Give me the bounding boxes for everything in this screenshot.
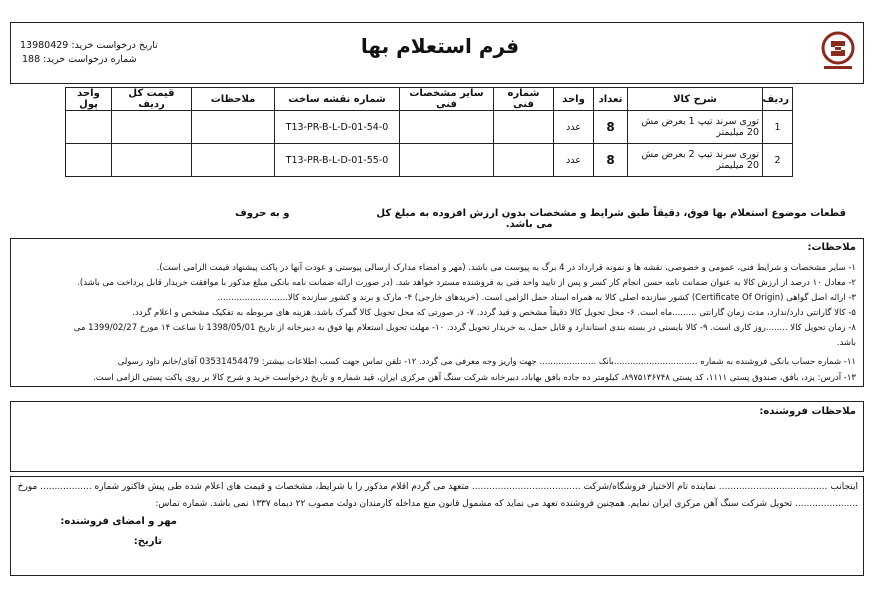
note-item: باشد. bbox=[836, 338, 856, 348]
request-number bbox=[22, 54, 137, 65]
statement-end: می باشد. bbox=[505, 219, 553, 230]
cell-row-no: 1 bbox=[763, 111, 793, 144]
request-date-value: 13980429 bbox=[20, 40, 69, 51]
items-table bbox=[65, 87, 793, 177]
col-header-unit: واحد bbox=[554, 88, 594, 111]
cell-other-specs bbox=[400, 111, 494, 144]
signature-date-label: تاریخ: bbox=[133, 536, 162, 547]
col-header-remarks: ملاحظات bbox=[192, 88, 275, 111]
col-header-description: شرح کالا bbox=[628, 88, 763, 111]
cell-remarks bbox=[192, 111, 275, 144]
total-amount-statement bbox=[26, 208, 846, 230]
request-date-label: تاریخ درخواست خرید: bbox=[71, 40, 158, 51]
company-logo bbox=[818, 28, 858, 74]
request-date bbox=[20, 40, 158, 51]
note-item: ۱۱- شماره حساب بانکی فروشنده به شماره ...............................بانک ..................... جهت واریز وجه معرفی می گردد. ۱۲- تلفن تماس جهت کسب اطلاعات بیشتر: 03531454479 آقای/خانم داود رسولی bbox=[117, 357, 856, 367]
total-amount-text: قطعات موضوع استعلام بها فوق، دقیقاً طبق شرایط و مشخصات بدون ارزش افزوده به مبلغ کل bbox=[376, 208, 846, 219]
cell-currency bbox=[66, 144, 112, 177]
request-number-value: 188 bbox=[22, 54, 41, 65]
table-header-row bbox=[66, 88, 793, 111]
cell-description: توری سرند تیپ 1 بعرض مش 20 میلیمتر bbox=[628, 111, 763, 144]
note-item: ۱۳- آدرس: یزد، بافق، صندوق پستی ۱۱۱۱، کد پستی ۸۹۷۵۱۳۶۷۴۸، کیلومتر ده جاده بافق بهاباد، دبیرخانه شرکت سنگ آهن مرکزی ایران، قید شماره و تاریخ درخواست خرید و شرح کالا بر روی پاکت پستی الزامی است. bbox=[93, 373, 856, 383]
note-item: ۸- زمان تحویل کالا ........روز کاری است. ۹- کالا بایستی در بسته بندی استاندارد و قابل حمل، به خریدار تحویل گردد. ۱۰- مهلت تحویل استعلام بها فوق به دبیرخانه از تاریخ 1398/05/01 تا ساعت ۱۴ مورخ 1399/02/27 می bbox=[73, 323, 856, 333]
note-item: ۳- ارائه اصل گواهی (Certificate Of Origin) کشور سازنده اصلی کالا به همراه اسناد حمل الزامی است. (خریدهای خارجی) ۴- مارک و برند و کشور سازنده کالا.......................... bbox=[217, 293, 856, 303]
cell-drawing-no: T13-PR-B-L-D-01-55-0 bbox=[275, 144, 400, 177]
cell-total-price bbox=[112, 111, 192, 144]
note-item: ۵- کالا گارانتی دارد/ندارد، مدت زمان گارانتی .........ماه است. ۶- محل تحویل کالا دقیقاً مشخص و قید گردد. ۷- در صورتی که محل تحویل کالا گمرک باشد، هزینه های مربوطه به تفکیک مشخص و اعلام گردد. bbox=[132, 308, 856, 318]
col-header-quantity: تعداد bbox=[594, 88, 628, 111]
amount-in-words-label: و به حروف bbox=[235, 208, 290, 219]
cell-quantity: 8 bbox=[594, 144, 628, 177]
col-header-drawing-no: شماره نقشه ساخت bbox=[275, 88, 400, 111]
form-title: فرم استعلام بها bbox=[360, 34, 520, 58]
note-item: ۲- معادل ۱۰ درصد از ارزش کالا به عنوان ضمانت نامه حسن انجام کار کسر و پس از تایید واحد فنی به فروشنده مسترد خواهد شد. (در صورت ارائه ضمانت نامه بانکی مبلغ مذکور با موافقت خریدار قابل پرداخت می باشد). bbox=[77, 278, 856, 288]
note-item: ۱- سایر مشخصات و شرایط فنی، عمومی و خصوصی، نقشه ها و نمونه قرارداد در 4 برگ به پیوست می باشد. (مهر و امضاء مدارک ارسالی پیوستی و عودت آنها در پاکت پیشنهاد قیمت الزامی است). bbox=[156, 263, 856, 273]
seller-stamp-signature-label: مهر و امضای فروشنده: bbox=[60, 516, 177, 527]
notes-title: ملاحظات: bbox=[807, 242, 856, 253]
cell-other-specs bbox=[400, 144, 494, 177]
cell-remarks bbox=[192, 144, 275, 177]
seller-remarks-title: ملاحظات فروشنده: bbox=[759, 406, 856, 417]
cell-currency bbox=[66, 111, 112, 144]
commitment-line-1: اینجانب ...................................... نماینده تام الاختیار فروشگاه/شرکت ...................................... متعهد می گردم اقلام مذکور را با شرایط، مشخصات و قیمت های اعلام شده طی پیش فاکتور شماره .................. مورخ bbox=[17, 482, 858, 492]
cell-description: توری سرند تیپ 2 بعرض مش 20 میلیمتر bbox=[628, 144, 763, 177]
cell-tech-no bbox=[494, 144, 554, 177]
col-header-row-no: ردیف bbox=[763, 88, 793, 111]
col-header-currency: واحد پول bbox=[66, 88, 112, 111]
table-row bbox=[66, 144, 793, 177]
table-row bbox=[66, 111, 793, 144]
cell-unit: عدد bbox=[554, 144, 594, 177]
cell-unit: عدد bbox=[554, 111, 594, 144]
col-header-other-specs: سایر مشخصات فنی bbox=[400, 88, 494, 111]
request-number-label: شماره درخواست خرید: bbox=[43, 54, 137, 65]
cell-row-no: 2 bbox=[763, 144, 793, 177]
col-header-tech-no: شماره فنی bbox=[494, 88, 554, 111]
cell-drawing-no: T13-PR-B-L-D-01-54-0 bbox=[275, 111, 400, 144]
cell-quantity: 8 bbox=[594, 111, 628, 144]
commitment-line-2: ...................... تحویل شرکت سنگ آهن مرکزی ایران نمایم. همچنین فروشنده تعهد می نماید که مشمول قانون منع مداخله کارمندان دولت مصوب ۲۲ دیماه ۱۳۳۷ نمی باشد. شماره تماس: bbox=[155, 499, 858, 509]
cell-tech-no bbox=[494, 111, 554, 144]
col-header-total-price: قیمت کل ردیف bbox=[112, 88, 192, 111]
cell-total-price bbox=[112, 144, 192, 177]
seller-remarks-section bbox=[10, 401, 864, 472]
